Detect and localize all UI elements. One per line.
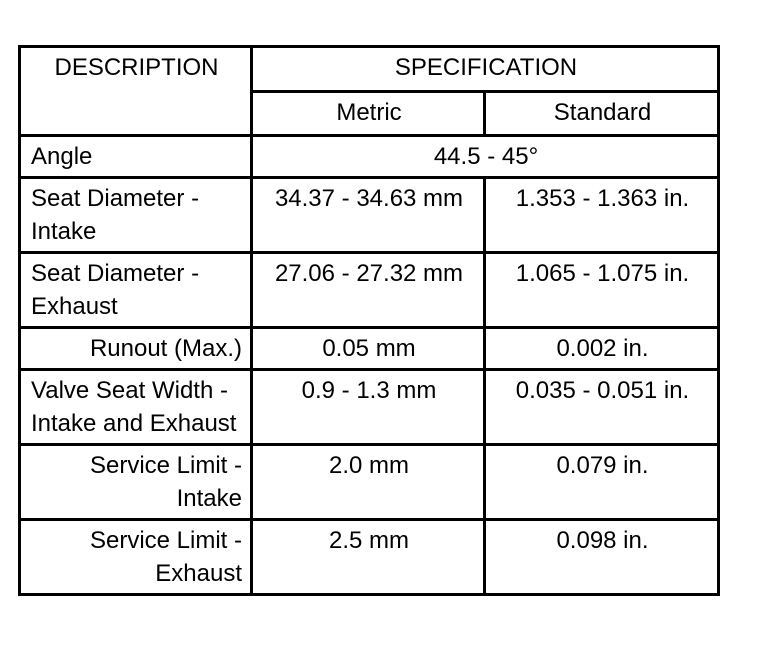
header-metric: Metric [252, 91, 485, 136]
row-metric-value: 0.9 - 1.3 mm [252, 370, 485, 445]
table-row [20, 370, 719, 445]
row-metric-value: 27.06 - 27.32 mm [252, 253, 485, 328]
row-description: Service Limit - Exhaust [20, 520, 252, 595]
row-standard-value: 1.065 - 1.075 in. [485, 253, 719, 328]
row-standard-value: 0.079 in. [485, 445, 719, 520]
row-description: Runout (Max.) [20, 328, 252, 370]
row-description: Angle [20, 136, 252, 178]
header-standard: Standard [485, 91, 719, 136]
header-specification: SPECIFICATION [252, 47, 719, 92]
table-row [20, 253, 719, 328]
valve-seat-spec-table [18, 45, 720, 596]
table-row [20, 328, 719, 370]
row-metric-value: 34.37 - 34.63 mm [252, 178, 485, 253]
row-description: Seat Diameter - Intake [20, 178, 252, 253]
table-row [20, 445, 719, 520]
table-row [20, 520, 719, 595]
table-row [20, 136, 719, 178]
row-standard-value: 0.002 in. [485, 328, 719, 370]
row-metric-value: 2.0 mm [252, 445, 485, 520]
row-description: Service Limit - Intake [20, 445, 252, 520]
table-row [20, 178, 719, 253]
row-metric-value: 0.05 mm [252, 328, 485, 370]
row-description: Valve Seat Width - Intake and Exhaust [20, 370, 252, 445]
row-combined-value: 44.5 - 45° [252, 136, 719, 178]
row-description: Seat Diameter - Exhaust [20, 253, 252, 328]
row-metric-value: 2.5 mm [252, 520, 485, 595]
row-standard-value: 0.098 in. [485, 520, 719, 595]
table-header-row [20, 47, 719, 92]
row-standard-value: 1.353 - 1.363 in. [485, 178, 719, 253]
header-description: DESCRIPTION [20, 47, 252, 136]
row-standard-value: 0.035 - 0.051 in. [485, 370, 719, 445]
